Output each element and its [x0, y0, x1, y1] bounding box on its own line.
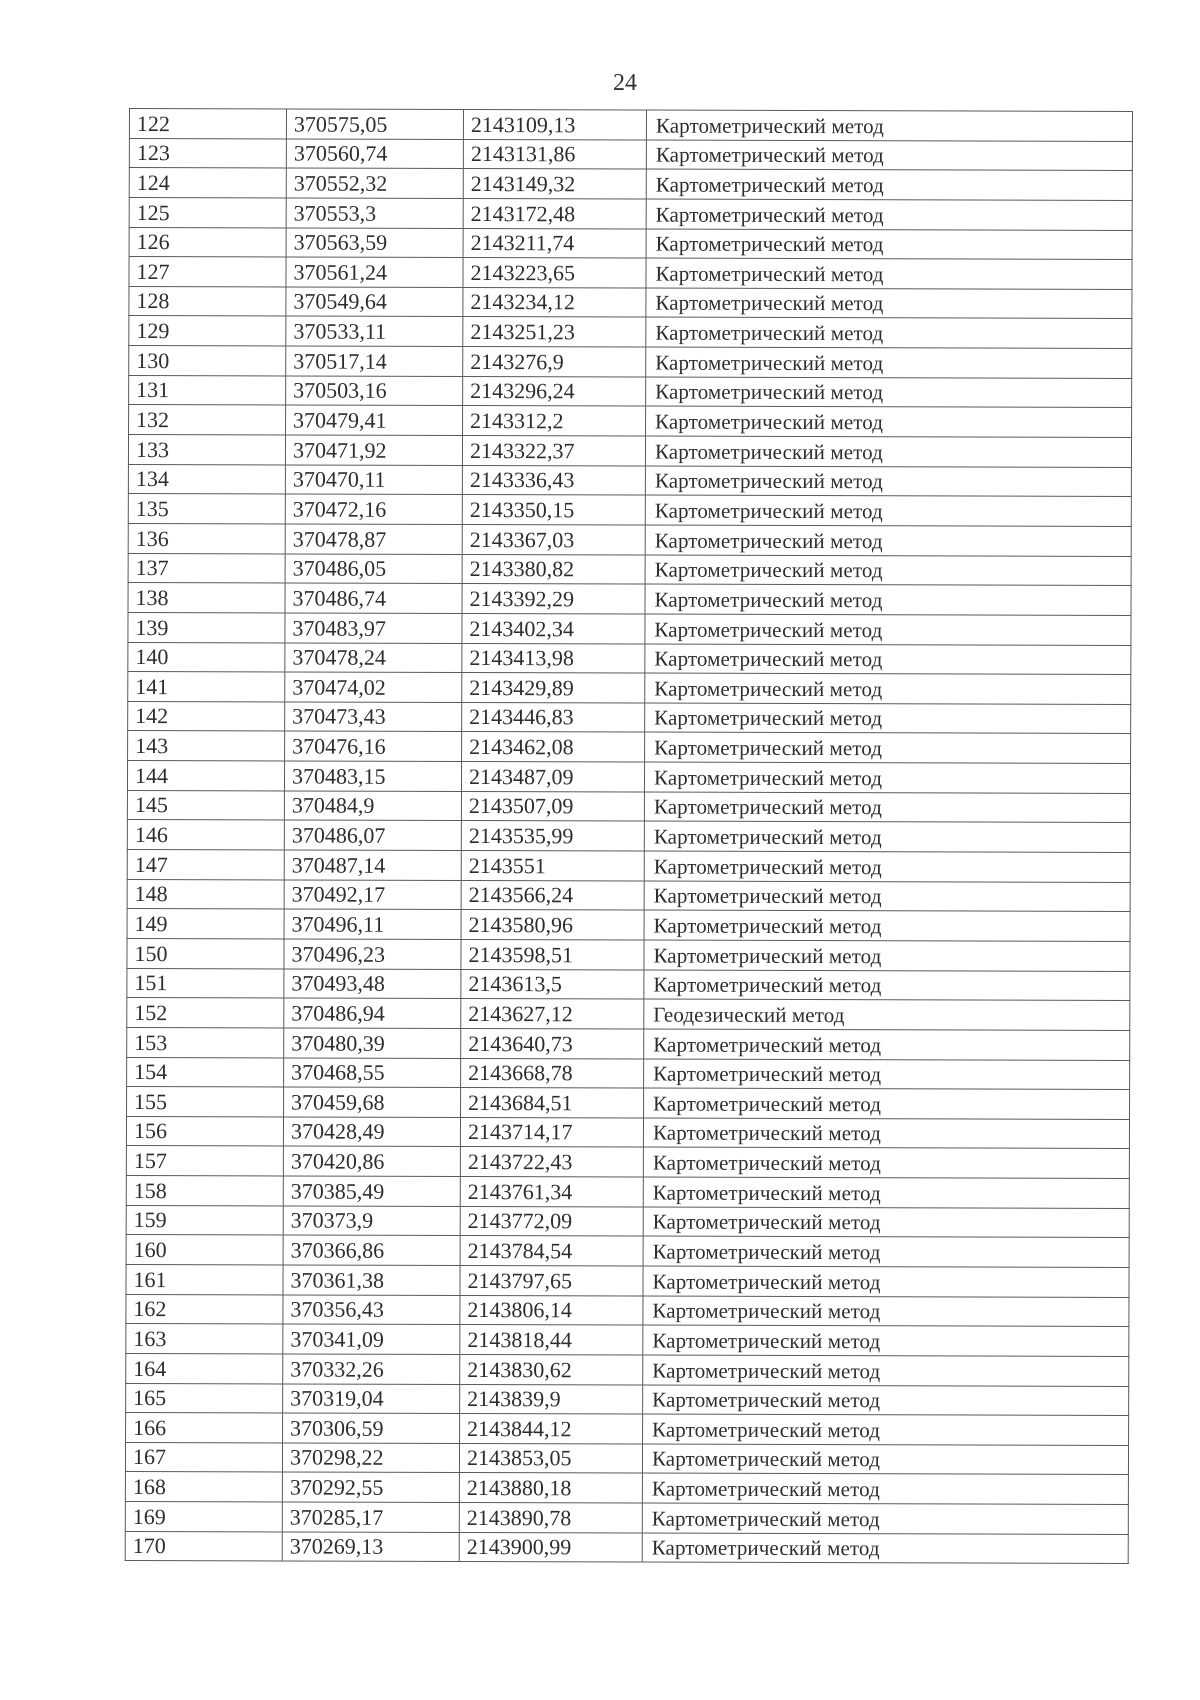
- method-cell: Картометрический метод: [642, 1503, 1128, 1534]
- point-number-cell: 166: [126, 1413, 283, 1443]
- point-number-cell: 147: [127, 850, 284, 880]
- table-row: [127, 1087, 1130, 1120]
- point-number-cell: 158: [126, 1176, 283, 1206]
- point-number-cell: 160: [126, 1235, 283, 1265]
- method-cell: Картометрический метод: [645, 673, 1131, 704]
- table-row: [128, 553, 1131, 586]
- method-cell: Картометрический метод: [642, 1473, 1128, 1504]
- point-number-cell: 127: [129, 257, 286, 287]
- x-coordinate-cell: 370476,16: [285, 731, 462, 761]
- method-cell: Картометрический метод: [643, 1325, 1129, 1356]
- x-coordinate-cell: 370285,17: [282, 1502, 459, 1532]
- table-row: [125, 1472, 1128, 1505]
- table-row: [127, 909, 1130, 942]
- y-coordinate-cell: 2143853,05: [459, 1443, 642, 1473]
- y-coordinate-cell: 2143818,44: [460, 1325, 643, 1355]
- y-coordinate-cell: 2143413,98: [462, 643, 645, 673]
- table-row: [127, 1057, 1130, 1090]
- x-coordinate-cell: 370459,68: [284, 1087, 461, 1117]
- y-coordinate-cell: 2143172,48: [463, 198, 646, 228]
- method-cell: Картометрический метод: [646, 229, 1132, 260]
- x-coordinate-cell: 370420,86: [283, 1146, 460, 1176]
- method-cell: Картометрический метод: [644, 1059, 1130, 1090]
- method-cell: Картометрический метод: [643, 1296, 1129, 1327]
- point-number-cell: 170: [125, 1531, 282, 1561]
- y-coordinate-cell: 2143668,78: [461, 1058, 644, 1088]
- method-cell: Картометрический метод: [645, 495, 1131, 526]
- y-coordinate-cell: 2143234,12: [463, 287, 646, 317]
- x-coordinate-cell: 370575,05: [286, 109, 463, 139]
- y-coordinate-cell: 2143598,51: [461, 939, 644, 969]
- method-cell: Картометрический метод: [646, 140, 1132, 171]
- y-coordinate-cell: 2143535,99: [461, 821, 644, 851]
- point-number-cell: 156: [126, 1116, 283, 1146]
- x-coordinate-cell: 370473,43: [285, 702, 462, 732]
- point-number-cell: 140: [128, 642, 285, 672]
- point-number-cell: 122: [129, 109, 286, 139]
- table-row: [127, 820, 1130, 853]
- table-row: [127, 1027, 1130, 1060]
- table-row: [128, 731, 1131, 764]
- method-cell: Картометрический метод: [646, 110, 1132, 141]
- x-coordinate-cell: 370486,07: [284, 820, 461, 850]
- table-row: [128, 494, 1131, 527]
- method-cell: Картометрический метод: [645, 555, 1131, 586]
- method-cell: Картометрический метод: [645, 614, 1131, 645]
- y-coordinate-cell: 2143223,65: [463, 258, 646, 288]
- point-number-cell: 153: [127, 1027, 284, 1057]
- table-row: [129, 316, 1132, 349]
- table-row: [128, 464, 1131, 497]
- point-number-cell: 131: [129, 375, 286, 405]
- x-coordinate-cell: 370496,23: [284, 939, 461, 969]
- x-coordinate-cell: 370373,9: [283, 1206, 460, 1236]
- x-coordinate-cell: 370298,22: [282, 1443, 459, 1473]
- point-number-cell: 138: [128, 583, 285, 613]
- x-coordinate-cell: 370366,86: [283, 1235, 460, 1265]
- y-coordinate-cell: 2143784,54: [460, 1236, 643, 1266]
- table-row: [127, 938, 1130, 971]
- point-number-cell: 151: [127, 968, 284, 998]
- table-row: [125, 1531, 1128, 1564]
- table-row: [126, 1116, 1129, 1149]
- method-cell: Картометрический метод: [644, 821, 1130, 852]
- method-cell: Картометрический метод: [645, 644, 1131, 675]
- method-cell: Картометрический метод: [642, 1444, 1128, 1475]
- table-row: [127, 790, 1130, 823]
- y-coordinate-cell: 2143350,15: [462, 495, 645, 525]
- table-row: [128, 523, 1131, 556]
- y-coordinate-cell: 2143772,09: [460, 1206, 643, 1236]
- point-number-cell: 143: [128, 731, 285, 761]
- y-coordinate-cell: 2143402,34: [462, 613, 645, 643]
- point-number-cell: 144: [127, 761, 284, 791]
- y-coordinate-cell: 2143487,09: [461, 762, 644, 792]
- y-coordinate-cell: 2143462,08: [462, 732, 645, 762]
- method-cell: Картометрический метод: [644, 910, 1130, 941]
- y-coordinate-cell: 2143806,14: [460, 1295, 643, 1325]
- x-coordinate-cell: 370474,02: [285, 672, 462, 702]
- point-number-cell: 136: [128, 523, 285, 553]
- x-coordinate-cell: 370478,24: [285, 642, 462, 672]
- y-coordinate-cell: 2143392,29: [462, 584, 645, 614]
- x-coordinate-cell: 370470,11: [285, 465, 462, 495]
- method-cell: Картометрический метод: [644, 970, 1130, 1001]
- coordinates-table: [125, 108, 1133, 1564]
- y-coordinate-cell: 2143312,2: [463, 406, 646, 436]
- y-coordinate-cell: 2143839,9: [460, 1384, 643, 1414]
- y-coordinate-cell: 2143880,18: [459, 1473, 642, 1503]
- method-cell: Картометрический метод: [643, 1355, 1129, 1386]
- method-cell: Картометрический метод: [644, 792, 1130, 823]
- method-cell: Картометрический метод: [646, 406, 1132, 437]
- x-coordinate-cell: 370269,13: [282, 1532, 459, 1562]
- y-coordinate-cell: 2143507,09: [461, 791, 644, 821]
- y-coordinate-cell: 2143276,9: [463, 347, 646, 377]
- y-coordinate-cell: 2143627,12: [461, 999, 644, 1029]
- y-coordinate-cell: 2143367,03: [462, 524, 645, 554]
- x-coordinate-cell: 370486,05: [285, 554, 462, 584]
- table-row: [127, 998, 1130, 1031]
- table-row: [126, 1176, 1129, 1209]
- method-cell: Картометрический метод: [644, 940, 1130, 971]
- x-coordinate-cell: 370492,17: [284, 880, 461, 910]
- method-cell: Картометрический метод: [645, 466, 1131, 497]
- method-cell: Картометрический метод: [644, 851, 1130, 882]
- table-row: [126, 1264, 1129, 1297]
- point-number-cell: 167: [125, 1442, 282, 1472]
- method-cell: Картометрический метод: [643, 1177, 1129, 1208]
- point-number-cell: 146: [127, 820, 284, 850]
- y-coordinate-cell: 2143551: [461, 851, 644, 881]
- method-cell: Картометрический метод: [645, 703, 1131, 734]
- y-coordinate-cell: 2143131,86: [463, 139, 646, 169]
- y-coordinate-cell: 2143446,83: [462, 702, 645, 732]
- method-cell: Картометрический метод: [643, 1207, 1129, 1238]
- x-coordinate-cell: 370496,11: [284, 909, 461, 939]
- method-cell: Картометрический метод: [644, 1029, 1130, 1060]
- table-row: [129, 227, 1132, 260]
- y-coordinate-cell: 2143429,89: [462, 673, 645, 703]
- point-number-cell: 134: [128, 464, 285, 494]
- y-coordinate-cell: 2143613,5: [461, 969, 644, 999]
- x-coordinate-cell: 370306,59: [283, 1413, 460, 1443]
- x-coordinate-cell: 370493,48: [284, 969, 461, 999]
- point-number-cell: 126: [129, 227, 286, 257]
- y-coordinate-cell: 2143900,99: [459, 1532, 642, 1562]
- point-number-cell: 150: [127, 938, 284, 968]
- point-number-cell: 169: [125, 1502, 282, 1532]
- method-cell: Картометрический метод: [645, 525, 1131, 556]
- point-number-cell: 129: [129, 316, 286, 346]
- y-coordinate-cell: 2143640,73: [461, 1028, 644, 1058]
- y-coordinate-cell: 2143890,78: [459, 1503, 642, 1533]
- point-number-cell: 125: [129, 197, 286, 227]
- table-row: [129, 138, 1132, 171]
- x-coordinate-cell: 370560,74: [286, 139, 463, 169]
- x-coordinate-cell: 370503,16: [286, 376, 463, 406]
- point-number-cell: 149: [127, 909, 284, 939]
- table-row: [126, 1383, 1129, 1416]
- coordinates-table-body: [125, 109, 1132, 1564]
- x-coordinate-cell: 370552,32: [286, 168, 463, 198]
- y-coordinate-cell: 2143296,24: [463, 376, 646, 406]
- point-number-cell: 141: [128, 672, 285, 702]
- method-cell: Картометрический метод: [643, 1385, 1129, 1416]
- y-coordinate-cell: 2143211,74: [463, 228, 646, 258]
- y-coordinate-cell: 2143844,12: [460, 1414, 643, 1444]
- table-row: [128, 672, 1131, 705]
- point-number-cell: 137: [128, 553, 285, 583]
- table-row: [129, 375, 1132, 408]
- point-number-cell: 159: [126, 1205, 283, 1235]
- table-row: [128, 642, 1131, 675]
- x-coordinate-cell: 370553,3: [286, 198, 463, 228]
- table-row: [129, 168, 1132, 201]
- method-cell: Картометрический метод: [643, 1266, 1129, 1297]
- point-number-cell: 165: [126, 1383, 283, 1413]
- point-number-cell: 164: [126, 1353, 283, 1383]
- method-cell: Картометрический метод: [643, 1118, 1129, 1149]
- table-row: [128, 583, 1131, 616]
- y-coordinate-cell: 2143830,62: [460, 1354, 643, 1384]
- y-coordinate-cell: 2143714,17: [460, 1117, 643, 1147]
- y-coordinate-cell: 2143722,43: [460, 1147, 643, 1177]
- method-cell: Картометрический метод: [644, 1088, 1130, 1119]
- table-row: [129, 109, 1132, 142]
- x-coordinate-cell: 370468,55: [284, 1057, 461, 1087]
- x-coordinate-cell: 370517,14: [286, 346, 463, 376]
- x-coordinate-cell: 370319,04: [283, 1384, 460, 1414]
- x-coordinate-cell: 370561,24: [286, 257, 463, 287]
- point-number-cell: 139: [128, 612, 285, 642]
- point-number-cell: 132: [129, 405, 286, 435]
- x-coordinate-cell: 370486,74: [285, 583, 462, 613]
- point-number-cell: 161: [126, 1264, 283, 1294]
- table-row: [129, 346, 1132, 379]
- x-coordinate-cell: 370292,55: [282, 1472, 459, 1502]
- x-coordinate-cell: 370549,64: [286, 287, 463, 317]
- table-row: [127, 879, 1130, 912]
- method-cell: Картометрический метод: [643, 1147, 1129, 1178]
- y-coordinate-cell: 2143566,24: [461, 880, 644, 910]
- x-coordinate-cell: 370356,43: [283, 1295, 460, 1325]
- point-number-cell: 133: [128, 435, 285, 465]
- method-cell: Картометрический метод: [643, 1414, 1129, 1445]
- y-coordinate-cell: 2143380,82: [462, 554, 645, 584]
- table-row: [128, 435, 1131, 468]
- method-cell: Картометрический метод: [646, 318, 1132, 349]
- x-coordinate-cell: 370486,94: [284, 998, 461, 1028]
- table-row: [127, 850, 1130, 883]
- method-cell: Картометрический метод: [642, 1533, 1128, 1564]
- method-cell: Картометрический метод: [643, 1236, 1129, 1267]
- x-coordinate-cell: 370479,41: [286, 405, 463, 435]
- table-row: [126, 1146, 1129, 1179]
- table-row: [125, 1502, 1128, 1535]
- table-row: [126, 1413, 1129, 1446]
- method-cell: Картометрический метод: [646, 377, 1132, 408]
- table-row: [126, 1294, 1129, 1327]
- method-cell: Картометрический метод: [646, 169, 1132, 200]
- method-cell: Картометрический метод: [646, 258, 1132, 289]
- point-number-cell: 135: [128, 494, 285, 524]
- table-row: [128, 701, 1131, 734]
- point-number-cell: 128: [129, 286, 286, 316]
- table-row: [126, 1324, 1129, 1357]
- method-cell: Картометрический метод: [646, 288, 1132, 319]
- point-number-cell: 157: [126, 1146, 283, 1176]
- point-number-cell: 162: [126, 1294, 283, 1324]
- point-number-cell: 168: [125, 1472, 282, 1502]
- table-row: [128, 612, 1131, 645]
- table-row: [129, 197, 1132, 230]
- x-coordinate-cell: 370563,59: [286, 228, 463, 258]
- x-coordinate-cell: 370361,38: [283, 1265, 460, 1295]
- method-cell: Картометрический метод: [644, 762, 1130, 793]
- method-cell: Картометрический метод: [645, 436, 1131, 467]
- y-coordinate-cell: 2143109,13: [463, 109, 646, 139]
- table-row: [129, 257, 1132, 290]
- x-coordinate-cell: 370472,16: [285, 494, 462, 524]
- method-cell: Картометрический метод: [645, 584, 1131, 615]
- x-coordinate-cell: 370533,11: [286, 316, 463, 346]
- point-number-cell: 124: [129, 168, 286, 198]
- x-coordinate-cell: 370385,49: [283, 1176, 460, 1206]
- x-coordinate-cell: 370483,97: [285, 613, 462, 643]
- point-number-cell: 154: [127, 1057, 284, 1087]
- method-cell: Геодезический метод: [644, 999, 1130, 1030]
- x-coordinate-cell: 370484,9: [284, 791, 461, 821]
- point-number-cell: 163: [126, 1324, 283, 1354]
- point-number-cell: 152: [127, 998, 284, 1028]
- x-coordinate-cell: 370428,49: [283, 1117, 460, 1147]
- point-number-cell: 148: [127, 879, 284, 909]
- table-row: [126, 1353, 1129, 1386]
- y-coordinate-cell: 2143797,65: [460, 1265, 643, 1295]
- y-coordinate-cell: 2143251,23: [463, 317, 646, 347]
- table-row: [129, 405, 1132, 438]
- method-cell: Картометрический метод: [645, 732, 1131, 763]
- table-row: [129, 286, 1132, 319]
- x-coordinate-cell: 370332,26: [283, 1354, 460, 1384]
- x-coordinate-cell: 370480,39: [284, 1028, 461, 1058]
- page-number: 24: [613, 70, 637, 96]
- y-coordinate-cell: 2143336,43: [462, 465, 645, 495]
- x-coordinate-cell: 370478,87: [285, 524, 462, 554]
- table-row: [126, 1205, 1129, 1238]
- method-cell: Картометрический метод: [646, 199, 1132, 230]
- y-coordinate-cell: 2143322,37: [462, 436, 645, 466]
- x-coordinate-cell: 370471,92: [285, 435, 462, 465]
- y-coordinate-cell: 2143580,96: [461, 910, 644, 940]
- point-number-cell: 123: [129, 138, 286, 168]
- table-row: [127, 968, 1130, 1001]
- method-cell: Картометрический метод: [644, 881, 1130, 912]
- x-coordinate-cell: 370487,14: [284, 850, 461, 880]
- x-coordinate-cell: 370483,15: [284, 761, 461, 791]
- method-cell: Картометрический метод: [646, 347, 1132, 378]
- table-row: [125, 1442, 1128, 1475]
- y-coordinate-cell: 2143761,34: [460, 1177, 643, 1207]
- y-coordinate-cell: 2143684,51: [461, 1088, 644, 1118]
- y-coordinate-cell: 2143149,32: [463, 169, 646, 199]
- table-row: [127, 761, 1130, 794]
- point-number-cell: 130: [129, 346, 286, 376]
- point-number-cell: 155: [127, 1087, 284, 1117]
- point-number-cell: 142: [128, 701, 285, 731]
- point-number-cell: 145: [127, 790, 284, 820]
- table-row: [126, 1235, 1129, 1268]
- x-coordinate-cell: 370341,09: [283, 1324, 460, 1354]
